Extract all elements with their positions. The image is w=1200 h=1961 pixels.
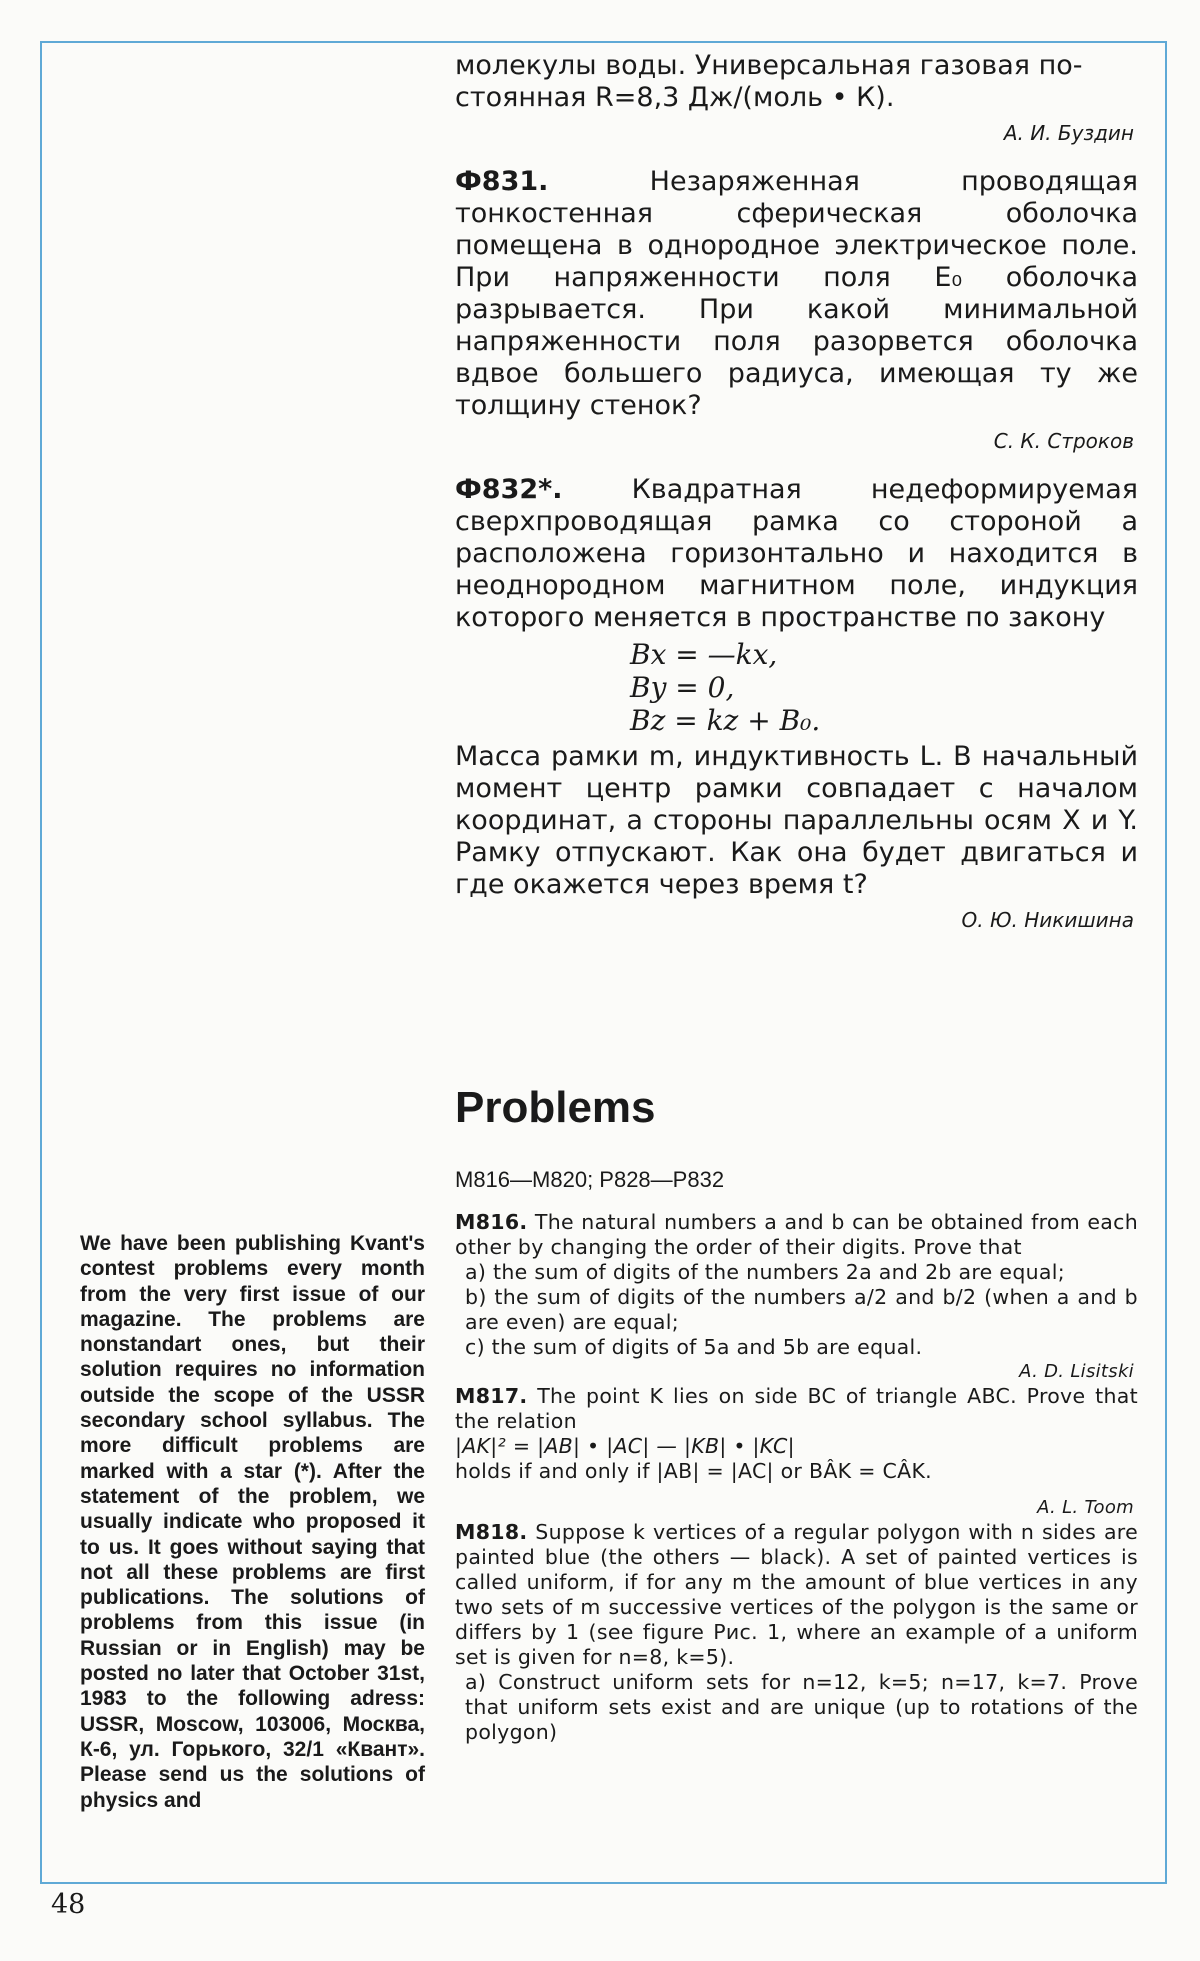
problem-range: M816—M820; P828—P832 — [455, 1167, 725, 1192]
sidebar-intro-text: We have been publishing Kvant's contest problems every month from the very first issue of our magazine. The problems are nonstandart ones, but their solution requires no information outside the scope of the USSR secondary school syllabus. The more difficult problems are marked with a star (*). After the statement of the problem, we usually indicate who proposed it to us. It goes without saying that not all these problems are first publications. The solutions of problems from this issue (in Russian or in English) may be posted no later that October 31st, 1983 to the following adress: USSR, Moscow, 103006, Москва, К-6, ул. Горького, 32/1 «Квант». Please send us the solutions of physics and — [80, 1232, 425, 1812]
problem-id: Ф832*. — [455, 474, 563, 505]
problem-text: The natural numbers a and b can be obtained from each other by changing the order of their digits. Prove that — [455, 1210, 1139, 1259]
section-title: Problems — [455, 1083, 656, 1132]
problem-f832 — [455, 474, 1138, 634]
problem-text-continued: holds if and only if |AB| = |AC| or BÂK = CÂK. — [455, 1459, 933, 1483]
problem-m818 — [455, 1520, 1138, 1670]
intro-line-1: молекулы воды. Универсальная газовая по- — [455, 50, 1083, 81]
problem-text: The point K lies on side BC of triangle ABC. Prove that the relation — [455, 1384, 1138, 1433]
subproblem-b: b) the sum of digits of the numbers a/2 and b/2 (when a and b are even) are equal; — [465, 1285, 1138, 1334]
page-number: 48 — [51, 1889, 86, 1920]
subproblem-c: c) the sum of digits of 5a and 5b are equal. — [465, 1335, 923, 1359]
formula-line: By = 0, — [630, 671, 735, 704]
intro-author: А. И. Буздин — [1003, 121, 1134, 145]
problem-id: M817. — [455, 1384, 528, 1408]
problem-id: Ф831. — [455, 166, 549, 197]
formula-block — [630, 638, 1138, 737]
problem-author: A. L. Toom — [1037, 1497, 1134, 1518]
subproblem-a: a) the sum of digits of the numbers 2a and 2b are equal; — [465, 1260, 1065, 1284]
problem-text: Suppose k vertices of a regular polygon with n sides are painted blue (the others — black). A set of painted vertices is called uniform, if for any m the amount of blue vertices in any two sets of m successive vertices of the polygon is the same or differs by 1 (see figure Рис. 1, where an example of a uniform set is given for n=8, k=5). — [455, 1520, 1138, 1669]
problem-text: Незаряженная проводящая тонкостенная сферическая оболочка помещена в однородное электрическое поле. При напряженности поля E₀ оболочка разрывается. При какой минимальной напряженности поля разорвется оболочка вдвое большего радиуса, имеющая ту же толщину стенок? — [455, 166, 1138, 421]
problem-author: A. D. Lisitski — [1019, 1361, 1134, 1382]
formula-line: |AK|² = |AB| • |AC| — |KB| • |KC| — [455, 1434, 795, 1458]
problem-m817 — [455, 1384, 1138, 1434]
problem-text-continued: Масса рамки m, индуктивность L. В начальный момент центр рамки совпадает с началом координат, а стороны параллельны осям X и Y. Рамку отпускают. Как она будет двигаться и где окажется через время t? — [455, 741, 1138, 900]
russian-problems-column — [455, 50, 1138, 953]
problem-author: С. К. Строков — [993, 429, 1134, 453]
problem-m816 — [455, 1210, 1138, 1260]
formula-line: Bz = kz + B₀. — [630, 704, 821, 737]
problem-author: О. Ю. Никишина — [961, 908, 1134, 932]
problem-text: Квадратная недеформируемая сверхпроводящая рамка со стороной a расположена горизонтально и находится в неоднородном магнитном поле, индукция которого меняется в пространстве по закону — [455, 474, 1138, 633]
english-problems-column — [455, 1210, 1138, 1745]
intro-line-2: стоянная R=8,3 Дж/(моль • К). — [455, 82, 895, 113]
subproblem-a: a) Construct uniform sets for n=12, k=5; n=17, k=7. Prove that uniform sets exist and are unique (up to rotations of the polygon) — [465, 1670, 1138, 1744]
problem-f831 — [455, 166, 1138, 422]
problem-id: M816. — [455, 1210, 528, 1234]
formula-line: Bx = —kx, — [630, 638, 778, 671]
problem-id: M818. — [455, 1520, 528, 1544]
